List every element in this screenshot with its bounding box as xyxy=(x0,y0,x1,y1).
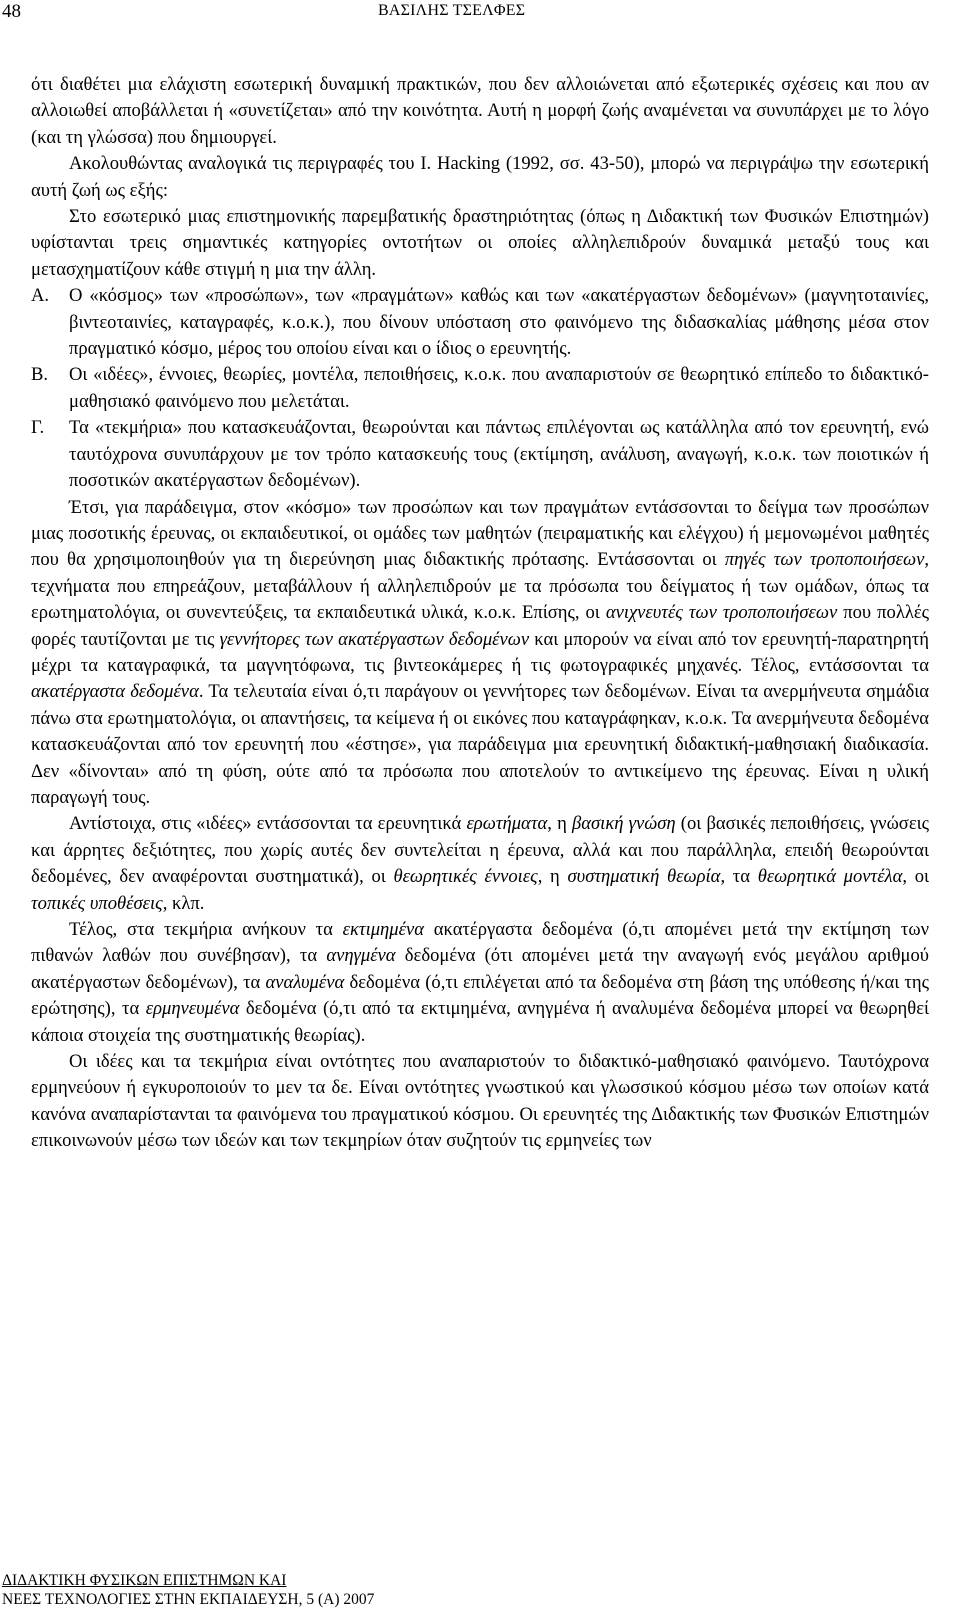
italic-term: αναλυμένα xyxy=(265,971,345,993)
text-run: Έτσι, για παράδειγμα, στον «κόσμο» των προσώπων και των πραγμάτων εντάσσονται το δείγμα των προσώπων μιας ποσοτικής έρευνας, οι εκπαιδευτικοί, οι ομάδες των μαθητών (πειραματικής και ελέγχου) ή μεμονωμένοι μαθητές που θα χρησιμοποιηθούν για τη διερεύνηση μιας διδακτικής πρότασης. Εντάσσονται οι xyxy=(31,496,929,571)
paragraph-ideas xyxy=(31,811,929,917)
list-item-text: Τα «τεκμήρια» που κατασκευάζονται, θεωρούνται και πάντως επιλέγονται ως κατάλληλα από τον ερευνητή, ενώ ταυτόχρονα συνυπάρχουν με τον τρόπο κατασκευής τους (εκτίμηση, ανάλυση, αναγωγή, κ.ο.κ. των ποιοτικών ή ποσοτικών ακατέργαστων δεδομένων). xyxy=(69,417,929,492)
paragraph-evidence xyxy=(31,917,929,1049)
italic-term: εκτιμημένα xyxy=(342,919,424,940)
list-item-c xyxy=(31,415,929,494)
text-run: και μπορούν να είναι από τον ερευνητή-παρατηρητή μέχρι τα καταγραφικά, τα μαγνητόφωνα, τις βιντεοκάμερες ή τις φωτογραφικές μηχανές. Τέλος, εντάσσονται τα xyxy=(31,628,929,676)
list-marker: Γ. xyxy=(31,417,45,439)
text-run: δεδομένα (ό,τι από τα εκτιμημένα, ανηγμένα ή αναλυμένα δεδομένα μπορεί να θεωρηθεί κάποια στοιχεία της συστηματικής θεωρίας). xyxy=(31,998,929,1046)
italic-term: ανιχνευτές των τροποποιήσεων xyxy=(605,602,838,624)
paragraph-entities: Οι ιδέες και τα τεκμήρια είναι οντότητες που αναπαριστούν το διδακτικό-μαθησιακό φαινόμενο. Ταυτόχρονα ερμηνεύουν ή εγκυροποιούν το μεν τα δε. Είναι οντότητες γνωστικού και γλωσσικού κόσμου μέσω των οποίων κατά κανόνα αναπαρίστανται τα φαινόμενα του πραγματικού κόσμου. Οι ερευνητές της Διδακτικής των Φυσικών Επιστημών επικοινωνούν μέσω των ιδεών και των τεκμηρίων όταν συζητούν τις ερμηνείες των xyxy=(31,1051,929,1152)
text-run: Αντίστοιχα, στις «ιδέες» εντάσσονται τα ερευνητικά xyxy=(69,813,467,835)
text-run: Τέλος, στα τεκμήρια ανήκουν τα xyxy=(69,919,343,940)
list-item-a xyxy=(31,283,929,362)
list-item-text: Ο «κόσμος» των «προσώπων», των «πραγμάτων» καθώς και των «ακατέργαστων δεδομένων» (μαγνητοταινίες, βιντεοταινίες, καταγραφές, κ.ο.κ.), που δίνουν υπόσταση στο φαινόμενο της διδασκαλίας μάθησης μέσα στον πραγματικό κόσμο, μέρος του οποίου είναι και ο ίδιος ο ερευνητής. xyxy=(69,285,929,360)
italic-term: τοπικές υποθέσεις xyxy=(31,892,163,914)
list-marker: Β. xyxy=(31,364,49,386)
running-title: ΒΑΣΙΛΗΣ ΤΣΕΛΦΕΣ xyxy=(378,2,526,19)
list-item-text: Οι «ιδέες», έννοιες, θεωρίες, μοντέλα, πεποιθήσεις, κ.ο.κ. που αναπαριστούν σε θεωρητικό επίπεδο το διδακτικό-μαθησιακό φαινόμενο που μελετάται. xyxy=(69,364,929,412)
page-footer xyxy=(2,1571,374,1609)
text-run: , η xyxy=(547,813,572,835)
italic-term: πηγές των τροποποιήσεων xyxy=(724,549,925,571)
italic-term: συστηματική θεωρία xyxy=(567,866,721,888)
article-body xyxy=(31,72,929,1155)
paragraph-hacking-intro: Ακολουθώντας αναλογικά τις περιγραφές του I. Hacking (1992, σσ. 43-50), μπορώ να περιγράψω την εσωτερική αυτή ζωή ως εξής: xyxy=(31,153,929,201)
italic-term: θεωρητικές έννοιες xyxy=(393,866,538,888)
italic-term: ανηγμένα xyxy=(326,945,396,967)
italic-term: θεωρητικά μοντέλα xyxy=(757,866,903,888)
text-run: που πολλές φορές ταυτίζονται με τις xyxy=(31,602,930,650)
paragraph-world-examples xyxy=(31,495,929,812)
text-run: , οι xyxy=(902,866,929,888)
text-run: δεδομένα (ό,τι επιλέγεται από τα δεδομένα στη βάση της υπόθεσης ή/και της ερώτησης), τα xyxy=(31,971,929,1020)
text-run: , η xyxy=(537,866,568,888)
paragraph-continuation: ότι διαθέτει μια ελάχιστη εσωτερική δυναμική πρακτικών, που δεν αλλοιώνεται από εξωτερικές σχέσεις και που αν αλλοιωθεί αποβάλλεται ή «συνετίζεται» από την κοινότητα. Αυτή η μορφή ζωής αναμένεται να συνυπάρχει με το λόγο (και τη γλώσσα) που δημιουργεί. xyxy=(31,74,929,148)
list-item-b xyxy=(31,362,929,415)
text-run: . Τα τελευταία είναι ό,τι παράγουν οι γεννήτορες των δεδομένων. Είναι τα ανερμήνευτα σημάδια πάνω στα ερωτηματολόγια, οι απαντήσεις, τα κείμενα ή οι εικόνες που καταγράφηκαν, κ.ο.κ. Τα ανερμήνευτα δεδομένα κατασκευάζονται από τον ερευνητή που «έστησε», για παράδειγμα μια ερευνητική διδακτική-μαθησιακή διαδικασία. Δεν «δίνονται» από τη φύση, ούτε από τα πρόσωπα που αποτελούν το αντικείμενο της έρευνας. Είναι η υλική παραγωγή τους. xyxy=(31,681,929,808)
italic-term: γεννήτορες των ακατέργαστων δεδομένων xyxy=(219,628,530,650)
italic-term: ερμηνευμένα xyxy=(145,998,240,1020)
text-run: δεδομένα (ότι απομένει μετά την αναγωγή ενός μεγάλου αριθμού ακατέργαστων δεδομένων), τα xyxy=(31,945,929,993)
list-marker: Α. xyxy=(31,285,50,307)
paragraph-categories-intro: Στο εσωτερικό μιας επιστημονικής παρεμβατικής δραστηριότητας (όπως η Διδακτική των Φυσικών Επιστημών) υφίστανται τρεις σημαντικές κατηγορίες οντοτήτων οι οποίες αλληλεπιδρούν δυναμικά μεταξύ τους και μετασχηματίζουν κάθε στιγμή η μια την άλλη. xyxy=(31,206,929,280)
text-run: , τα xyxy=(720,866,758,888)
italic-term: βασική γνώση xyxy=(571,813,676,835)
text-run: , τεχνήματα που επηρεάζουν, μεταβάλλουν ή αλληλεπιδρούν με τα πρόσωπα του δείγματος ή των ομάδων, όπως τα ερωτηματολόγια, οι συνεντεύξεις, τα εκπαιδευτικά υλικά, κ.ο.κ. Επίσης, οι xyxy=(31,549,929,624)
text-run: ακατέργαστα δεδομένα (ό,τι απομένει μετά την εκτίμηση των πιθανών λαθών που συνέβησαν), τα xyxy=(31,919,929,967)
journal-title-line1: ΔΙΔΑΚΤΙΚΗ ΦΥΣΙΚΩΝ ΕΠΙΣΤΗΜΩΝ ΚΑΙ xyxy=(2,1572,287,1589)
italic-term: ερωτήματα xyxy=(466,813,548,835)
italic-term: ακατέργαστα δεδομένα xyxy=(31,681,199,703)
journal-title-line2: ΝΕΕΣ ΤΕΧΝΟΛΟΓΙΕΣ ΣΤΗΝ ΕΚΠΑΙΔΕΥΣΗ, 5 (Α) 2007 xyxy=(2,1591,375,1608)
page-number: 48 xyxy=(2,1,21,22)
text-run: (οι βασικές πεποιθήσεις, γνώσεις και άρρητες δεξιότητες, που χωρίς αυτές δεν συντελείται η έρευνα, αλλά και που παράλληλα, επειδή θεωρούνται δεδομένες, δεν αναφέρονται συστηματικά), οι xyxy=(31,813,930,888)
page-header xyxy=(0,0,960,34)
text-run: , κλπ. xyxy=(162,892,205,914)
